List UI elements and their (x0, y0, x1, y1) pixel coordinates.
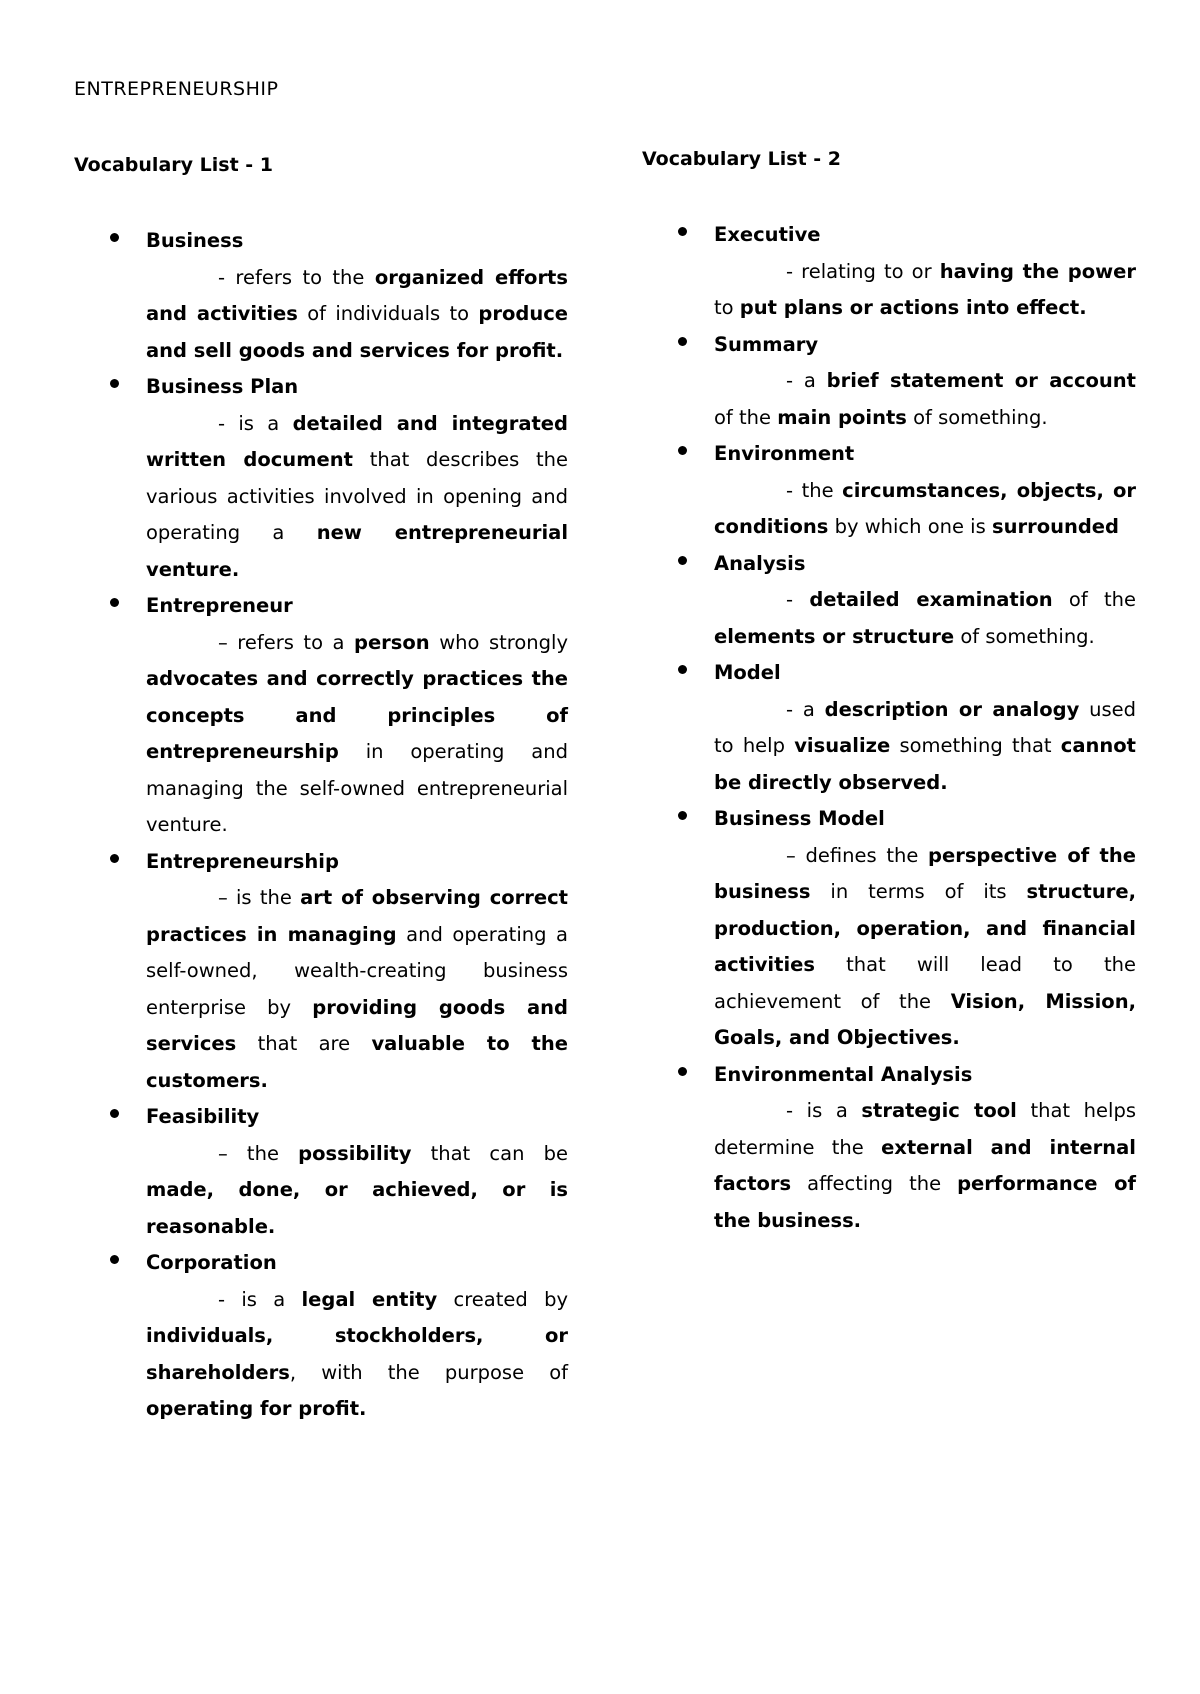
term-definition (714, 254, 1136, 327)
list-item (74, 223, 568, 369)
term-name: Model (714, 661, 781, 684)
list-item (642, 436, 1136, 546)
bullet-icon (678, 665, 687, 674)
definition-text: of something. (954, 624, 1095, 648)
definition-emphasis: performance of the business. (714, 1172, 1136, 1232)
definition-text: that are (236, 1032, 372, 1055)
list-item (642, 546, 1136, 656)
definition-emphasis: visualize (794, 734, 891, 757)
term-name: Business Model (714, 807, 885, 830)
bullet-icon (678, 337, 687, 346)
definition-text: – refers to a (218, 630, 354, 654)
bullet-icon (678, 556, 687, 565)
definition-emphasis: produce and sell goods and services for profit. (146, 302, 568, 362)
definition-emphasis: external and internal factors (714, 1135, 1136, 1195)
term-name: Environmental Analysis (714, 1062, 973, 1086)
list-item (74, 844, 568, 1100)
list-item (74, 1099, 568, 1245)
term-name: Business (146, 229, 244, 252)
definition-emphasis: brief statement or account (826, 369, 1136, 392)
list-item (642, 217, 1136, 327)
term-name: Corporation (146, 1251, 277, 1274)
definition-emphasis: having the power (939, 259, 1136, 283)
definition-emphasis: perspective of the business (714, 843, 1136, 903)
term-definition (714, 1093, 1136, 1239)
definition-emphasis: circumstances, objects, or conditions (714, 478, 1137, 538)
definition-text: - is a (218, 411, 293, 435)
definition-emphasis: main points (777, 405, 907, 429)
term-name: Analysis (714, 551, 806, 575)
definition-text: that will lead to the achievement of the (714, 953, 1136, 1013)
term-name: Summary (714, 332, 819, 356)
definition-text: – is the (218, 886, 301, 909)
vocabulary-list-2 (642, 148, 1136, 1239)
definition-emphasis: put plans or actions into effect. (739, 296, 1087, 319)
bullet-icon (110, 233, 119, 242)
definition-emphasis: structure, production, operation, and financial activities (714, 880, 1136, 976)
list-heading: Vocabulary List - 1 (74, 154, 273, 176)
definition-emphasis: surrounded (991, 515, 1119, 538)
term-name: Business Plan (146, 375, 299, 398)
term-definition (146, 1136, 568, 1246)
definition-emphasis: art of observing correct practices in managing (146, 886, 568, 946)
term-definition (146, 406, 568, 589)
definition-emphasis: providing goods and services (146, 995, 568, 1055)
term-name: Feasibility (146, 1105, 260, 1128)
definition-emphasis: strategic tool (861, 1099, 1017, 1122)
definition-emphasis: detailed examination (809, 588, 1053, 611)
definition-text: that describes the various activities involved in opening and operating a (146, 448, 569, 544)
definition-text: used to help (714, 697, 1137, 757)
definition-text: and operating a self-owned, wealth-creating business enterprise by (146, 922, 568, 1019)
definition-emphasis: legal entity (301, 1287, 438, 1311)
definition-emphasis: person (354, 630, 430, 654)
document-title: ENTREPRENEURSHIP (74, 78, 279, 100)
list-item (74, 588, 568, 844)
bullet-icon (678, 227, 687, 236)
term-name: Environment (714, 442, 855, 465)
definition-text: - is a (786, 1099, 862, 1122)
term-definition (146, 625, 568, 844)
definition-text: that helps determine the (714, 1099, 1136, 1159)
definition-text: to (714, 296, 740, 319)
definition-emphasis: detailed and integrated written document (146, 411, 568, 471)
bullet-icon (110, 379, 119, 388)
bullet-icon (110, 1255, 119, 1264)
term-definition (714, 838, 1136, 1057)
definition-text: by which one is (828, 515, 992, 538)
term-definition (146, 880, 568, 1099)
definition-emphasis: elements or structure (714, 624, 955, 648)
definition-emphasis: operating for profit. (146, 1397, 367, 1420)
definition-text: of the (714, 405, 778, 429)
definition-text: - relating to or (786, 259, 940, 283)
term-list (74, 223, 568, 1428)
definition-text: - a (786, 697, 825, 721)
definition-text: something that (890, 734, 1061, 757)
term-definition (146, 1282, 568, 1428)
definition-text: of the (1052, 588, 1136, 611)
definition-emphasis: valuable to the customers. (146, 1032, 568, 1092)
term-definition (714, 473, 1136, 546)
definition-text: – the (218, 1141, 299, 1165)
list-item (642, 801, 1136, 1057)
bullet-icon (110, 854, 119, 863)
term-definition (714, 692, 1136, 802)
definition-text: - a (786, 369, 827, 392)
definition-text: - is a (218, 1287, 302, 1311)
list-item (642, 655, 1136, 801)
bullet-icon (110, 1109, 119, 1118)
list-item (74, 1245, 568, 1428)
term-list (642, 217, 1136, 1239)
definition-emphasis: new entrepreneurial venture. (146, 521, 569, 581)
vocabulary-list-1 (74, 154, 568, 1428)
definition-text: - the (786, 478, 843, 502)
term-name: Entrepreneur (146, 594, 293, 617)
definition-text: of individuals to (297, 302, 479, 325)
list-heading: Vocabulary List - 2 (642, 148, 841, 170)
definition-text: in terms of its (810, 880, 1027, 903)
definition-text: , with the purpose of (289, 1360, 568, 1384)
list-item (642, 1057, 1136, 1240)
definition-text: - (786, 588, 810, 611)
bullet-icon (678, 1067, 687, 1076)
definition-emphasis: organized efforts and activities (146, 265, 568, 325)
term-definition (146, 260, 568, 370)
definition-emphasis: Vision, Mission, Goals, and Objectives. (714, 989, 1136, 1049)
definition-text: in operating and managing the self-owned entrepreneurial venture. (146, 740, 568, 836)
term-name: Entrepreneurship (146, 849, 339, 873)
definition-text: - refers to the (218, 265, 375, 289)
bullet-icon (678, 811, 687, 820)
definition-text: affecting the (791, 1172, 958, 1195)
definition-text: that can be (411, 1141, 568, 1165)
bullet-icon (110, 598, 119, 607)
definition-emphasis: description or analogy (824, 697, 1080, 721)
list-item (74, 369, 568, 588)
definition-text: who strongly (429, 630, 568, 654)
definition-text: created by (437, 1287, 568, 1311)
definition-emphasis: made, done, or achieved, or is reasonable. (146, 1178, 568, 1238)
definition-emphasis: advocates and correctly practices the concepts and principles of entrepreneurship (146, 667, 568, 763)
definition-emphasis: cannot be directly observed. (714, 734, 1136, 794)
bullet-icon (678, 446, 687, 455)
definition-emphasis: possibility (298, 1141, 412, 1165)
list-item (642, 327, 1136, 437)
definition-text: – defines the (786, 843, 929, 867)
term-definition (714, 582, 1136, 655)
term-definition (714, 363, 1136, 436)
definition-text: of something. (906, 405, 1048, 429)
definition-emphasis: individuals, stockholders, or shareholders (146, 1324, 568, 1384)
term-name: Executive (714, 223, 821, 246)
